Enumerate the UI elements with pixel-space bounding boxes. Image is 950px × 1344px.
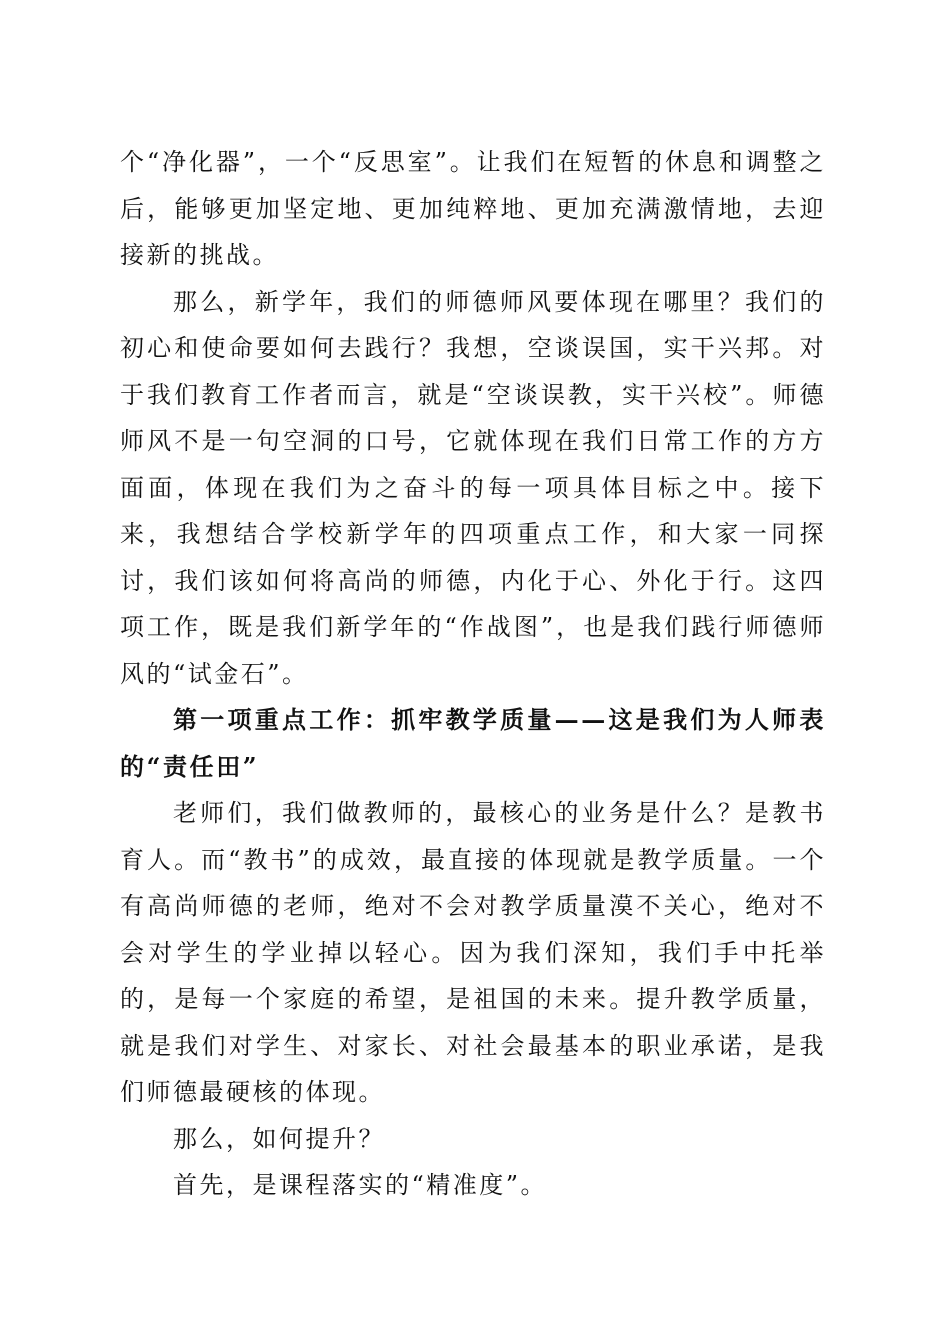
paragraph-how-to-improve: 那么，如何提升？ [173, 1124, 385, 1153]
paragraph-new-school-year: 那么，新学年，我们的师德师风要体现在哪里？我们的初心和使命要如何去践行？我想，空谈误国，实干兴邦。对于我们教育工作者而言，就是“空谈误教，实干兴校”。师德师风不是一句空洞的口号，它就体现在我们日常工作的方方面面，体现在我们为之奋斗的每一项具体目标之中。接下来，我想结合学校新学年的四项重点工作，和大家一同探讨，我们该如何将高尚的师德，内化于心、外化于行。这四项工作，既是我们新学年的“作战图”，也是我们践行师德师风的“试金石”。 [120, 287, 826, 688]
document-body [120, 139, 826, 1209]
paragraph-core-business: 老师们，我们做教师的，最核心的业务是什么？是教书育人。而“教书”的成效，最直接的体现就是教学质量。一个有高尚师德的老师，绝对不会对教学质量漠不关心，绝对不会对学生的学业掉以轻心。因为我们深知，我们手中托举的，是每一个家庭的希望，是祖国的未来。提升教学质量，就是我们对学生、对家长、对社会最基本的职业承诺，是我们师德最硬核的体现。 [120, 799, 826, 1106]
paragraph-continuation: 个“净化器”，一个“反思室”。让我们在短暂的休息和调整之后，能够更加坚定地、更加纯粹地、更加充满激情地，去迎接新的挑战。 [120, 148, 826, 269]
paragraph-first-point: 首先，是课程落实的“精准度”。 [173, 1171, 548, 1199]
section-heading-teaching-quality: 第一项重点工作：抓牢教学质量——这是我们为人师表的“责任田” [120, 705, 826, 781]
